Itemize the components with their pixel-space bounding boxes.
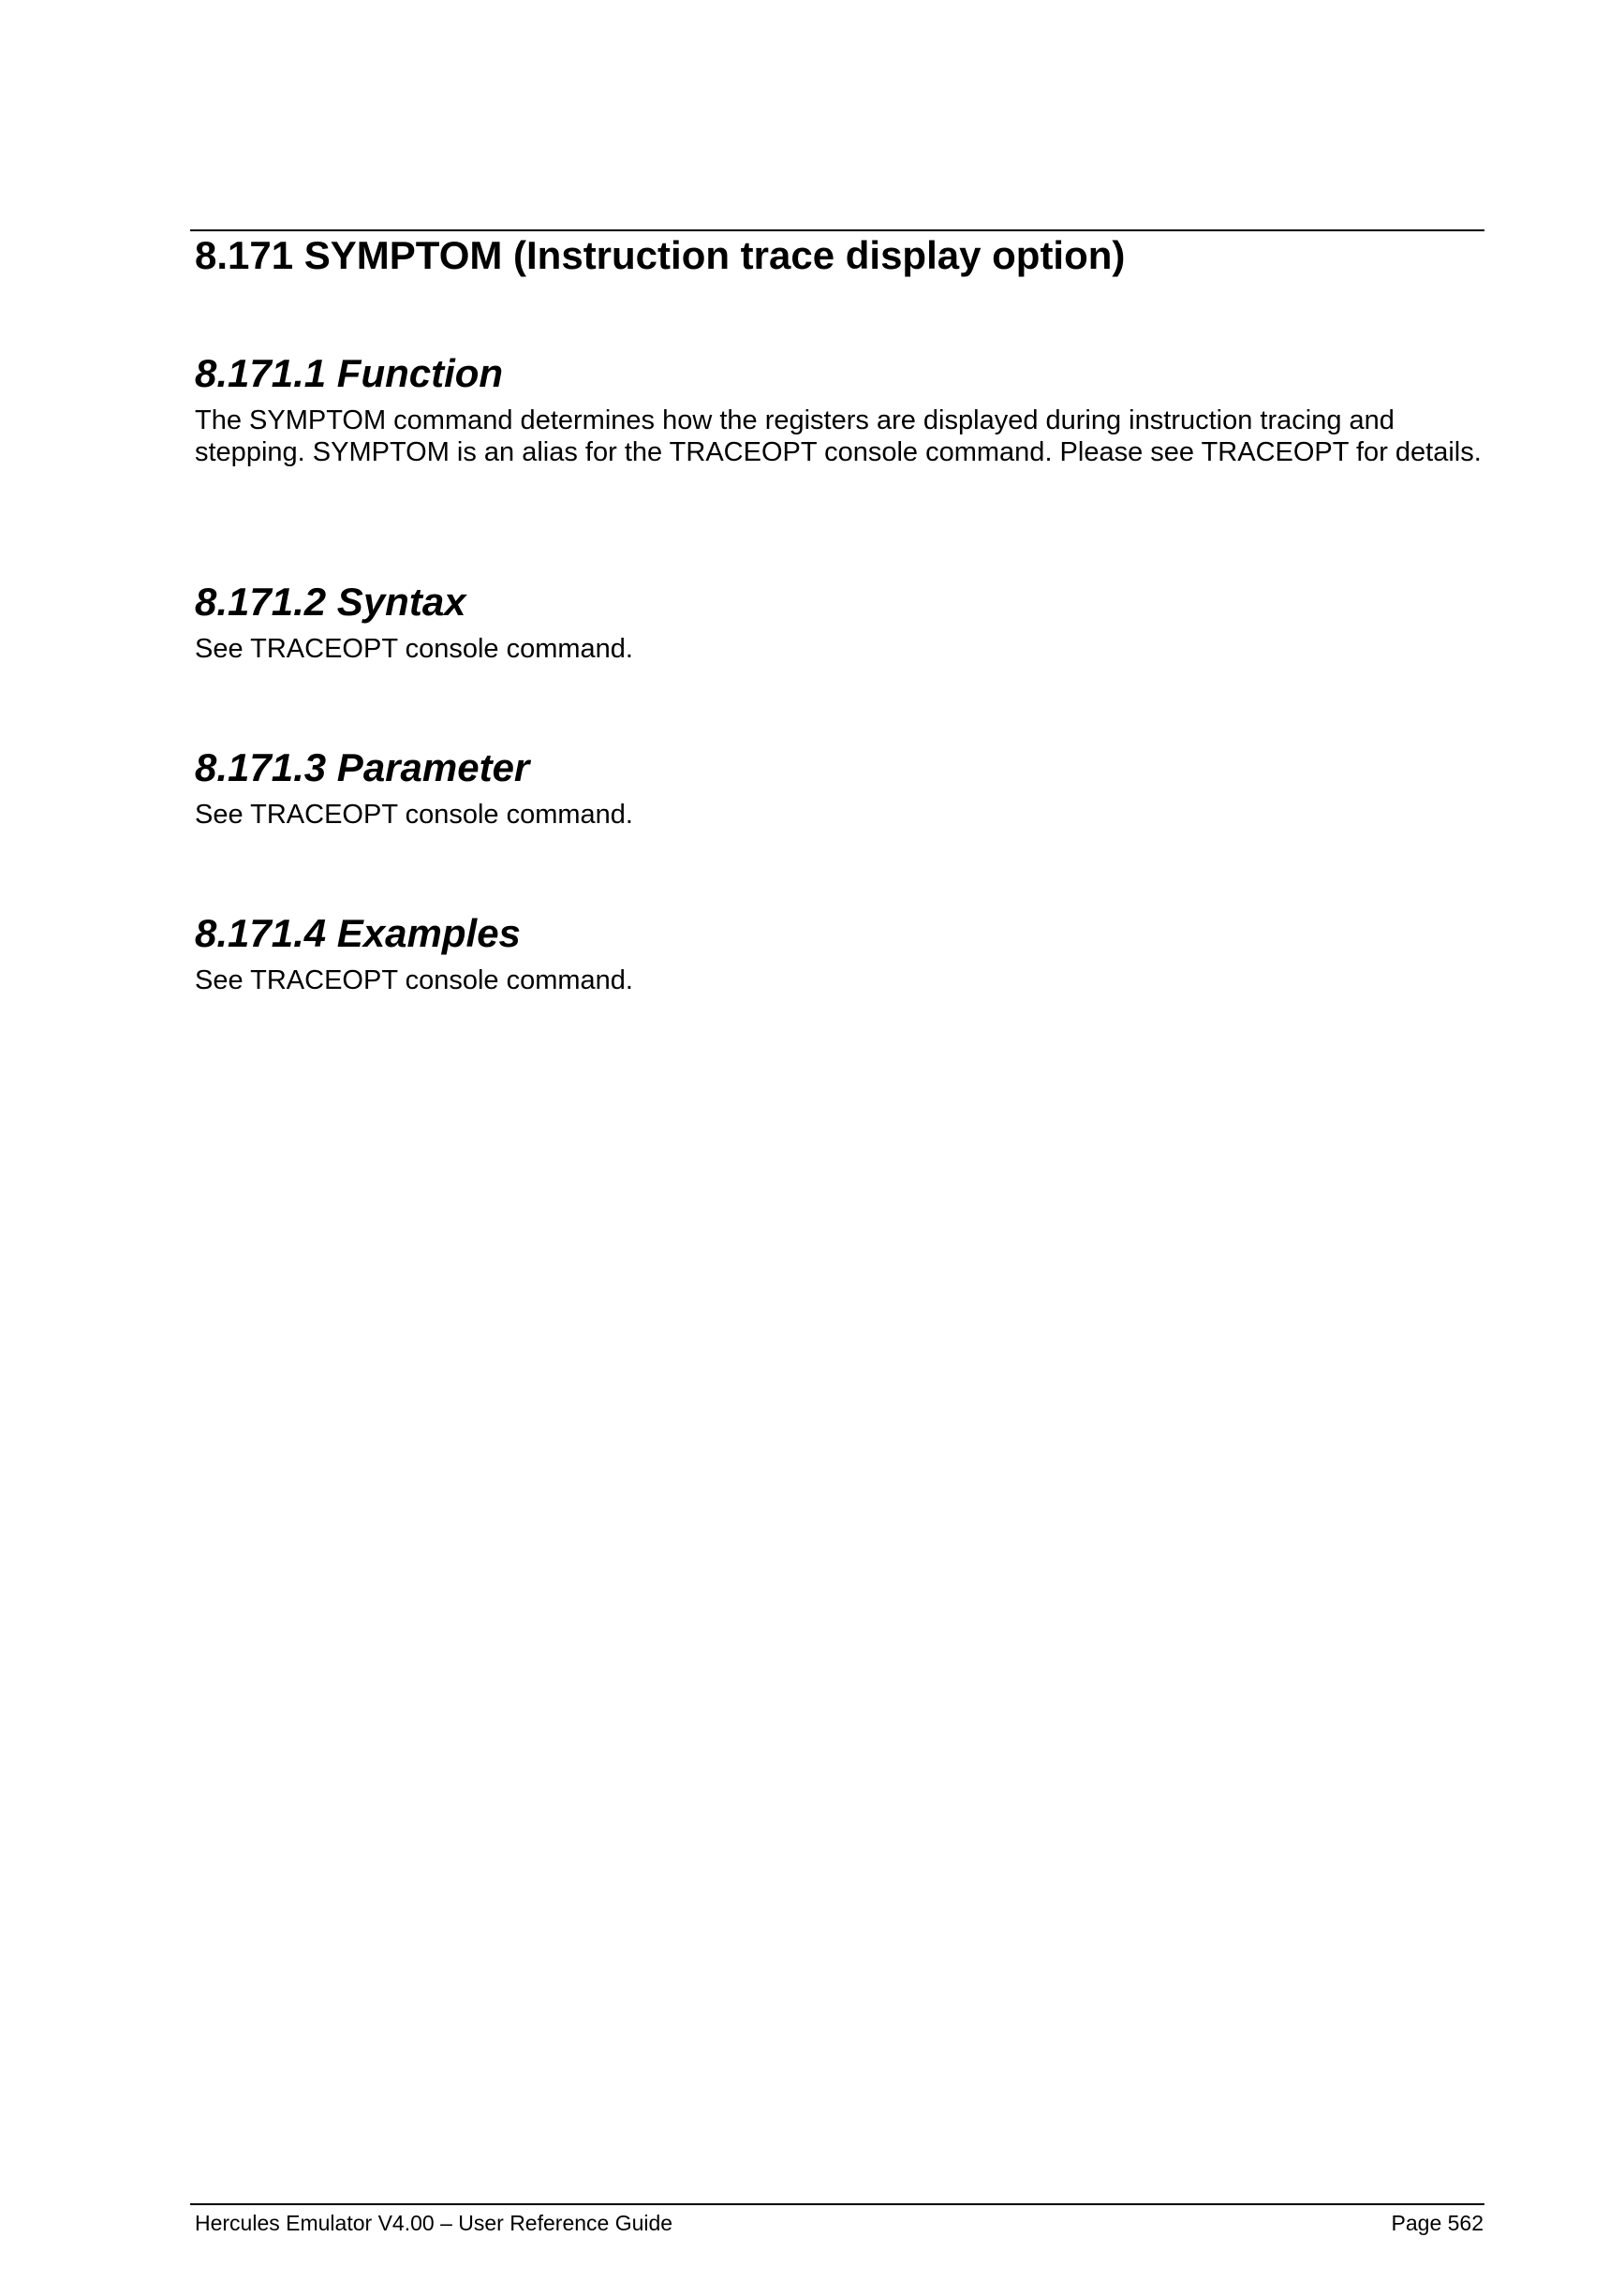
section-heading-function: 8.171.1 Function (195, 351, 504, 395)
page-footer (195, 2210, 1484, 2236)
section-body-syntax: See TRACEOPT console command. (195, 634, 633, 665)
footer-rule (190, 2203, 1484, 2205)
section-heading-examples: 8.171.4 Examples (195, 911, 521, 955)
footer-document-title: Hercules Emulator V4.00 – User Reference Guide (195, 2211, 673, 2235)
section-syntax (195, 579, 1487, 665)
section-body-function: The SYMPTOM command determines how the registers are displayed during instruction tracing and stepping. SYMPTOM is an alias for the TRACEOPT console command. Please see TRACEOPT for details. (195, 405, 1482, 468)
section-heading-syntax: 8.171.2 Syntax (195, 580, 466, 624)
section-parameter (195, 744, 1487, 831)
section-heading-parameter: 8.171.3 Parameter (195, 745, 530, 789)
footer-page-number: Page 562 (1391, 2211, 1484, 2235)
section-body-examples: See TRACEOPT console command. (195, 965, 633, 996)
header-rule (190, 229, 1484, 231)
section-function (195, 350, 1487, 468)
section-examples (195, 910, 1487, 996)
chapter-title: 8.171 SYMPTOM (Instruction trace display option) (195, 233, 1126, 277)
section-body-parameter: See TRACEOPT console command. (195, 800, 633, 831)
